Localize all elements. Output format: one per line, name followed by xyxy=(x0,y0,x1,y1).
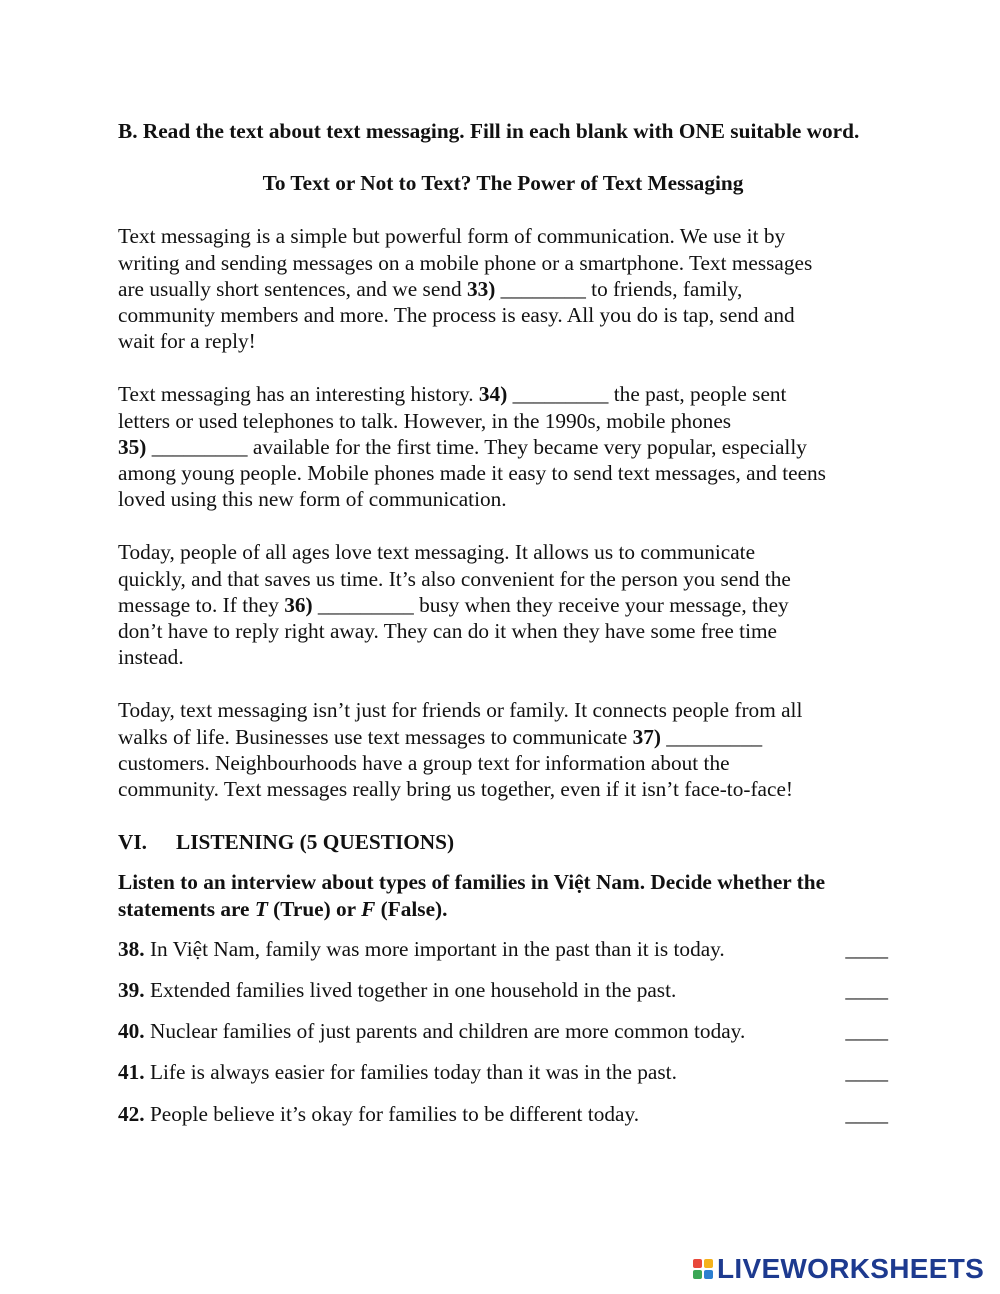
text-line xyxy=(118,434,888,460)
text-line: quickly, and that saves us time. It’s also convenient for the person you send the xyxy=(118,566,791,591)
text-line: Text messaging has an interesting history. 34) _________ the past, people sent xyxy=(118,382,787,407)
listening-instruction: Listen to an interview about types of families in Việt Nam. Decide whether the statements are T (True) or F (False). xyxy=(118,870,826,921)
question-35-number: 35) xyxy=(118,434,147,459)
paragraph-1 xyxy=(118,223,888,354)
text-line: writing and sending messages on a mobile phone or a smartphone. Text messages xyxy=(118,250,813,275)
logo-square xyxy=(693,1270,702,1279)
blank-33[interactable]: ________ to friends, family, xyxy=(495,276,743,301)
paragraph-2 xyxy=(118,381,888,512)
question-37-number: 37) xyxy=(632,724,661,749)
text-line: Text messaging is a simple but powerful form of communication. We use it by xyxy=(118,224,786,249)
logo-mark-icon xyxy=(693,1259,713,1279)
statement-41: 41. Life is always easier for families today than it was in the past. ____ xyxy=(118,1060,888,1085)
text-line: walks of life. Businesses use text messages to communicate 37) _________ xyxy=(118,724,763,749)
text-line: customers. Neighbourhoods have a group text for information about the xyxy=(118,750,730,775)
text-line: wait for a reply! xyxy=(118,329,256,354)
paragraph-3 xyxy=(118,539,888,670)
blank-37[interactable]: _________ xyxy=(660,724,763,749)
text-line: loved using this new form of communication. xyxy=(118,487,507,512)
answer-blank-38[interactable]: ____ xyxy=(845,936,888,961)
statement-list xyxy=(118,936,888,1127)
worksheet-page xyxy=(118,118,888,1127)
reading-title: To Text or Not to Text? The Power of Text Messaging xyxy=(262,171,744,196)
listening-section-heading xyxy=(118,829,888,855)
text-line: are usually short sentences, and we send 33) ________ to friends, family, xyxy=(118,276,743,301)
logo-square xyxy=(693,1259,702,1268)
answer-blank-40[interactable]: ____ xyxy=(845,1019,888,1044)
statement-40: 40. Nuclear families of just parents and children are more common today. ____ xyxy=(118,1019,888,1044)
answer-blank-41[interactable]: ____ xyxy=(845,1060,888,1085)
text-line: community. Text messages really bring us together, even if it isn’t face-to-face! xyxy=(118,777,793,802)
question-36-number: 36) xyxy=(284,592,313,617)
logo-square xyxy=(704,1259,713,1268)
statement-38: 38. In Việt Nam, family was more important in the past than it is today. ____ xyxy=(118,936,888,961)
statement-39: 39. Extended families lived together in one household in the past. ____ xyxy=(118,978,888,1003)
question-34-number: 34) xyxy=(478,382,508,407)
blank-34[interactable]: _________ the past, people sent xyxy=(507,382,787,407)
text-line: letters or used telephones to talk. However, in the 1990s, mobile phones xyxy=(118,408,732,433)
text-line: don’t have to reply right away. They can do it when they have some free time xyxy=(118,619,778,644)
section-title: LISTENING (5 QUESTIONS) xyxy=(176,830,455,855)
statement-42: 42. People believe it’s okay for families to be different today. ____ xyxy=(118,1101,888,1126)
text-line: Today, people of all ages love text messaging. It allows us to communicate xyxy=(118,540,756,565)
question-33-number: 33) xyxy=(466,276,496,301)
reading-instruction: B. Read the text about text messaging. Fill in each blank with ONE suitable word. xyxy=(118,119,860,143)
text-line: message to. If they 36) _________ busy when they receive your message, they xyxy=(118,592,789,617)
paragraph-4 xyxy=(118,697,888,802)
liveworksheets-logo[interactable] xyxy=(693,1254,984,1284)
answer-blank-42[interactable]: ____ xyxy=(845,1101,888,1126)
text-line: among young people. Mobile phones made it easy to send text messages, and teens xyxy=(118,461,826,486)
logo-square xyxy=(704,1270,713,1279)
blank-35[interactable]: _________ available for the first time. They became very popular, especially xyxy=(146,434,807,459)
text-line: Today, text messaging isn’t just for friends or family. It connects people from all xyxy=(118,698,803,723)
logo-text: LIVEWORKSHEETS xyxy=(717,1253,985,1284)
blank-36[interactable]: _________ busy when they receive your message, they xyxy=(312,592,789,617)
answer-blank-39[interactable]: ____ xyxy=(845,978,888,1003)
section-number: VI. xyxy=(118,830,147,855)
text-line: instead. xyxy=(118,645,184,670)
text-line: community members and more. The process is easy. All you do is tap, send and xyxy=(118,303,795,328)
